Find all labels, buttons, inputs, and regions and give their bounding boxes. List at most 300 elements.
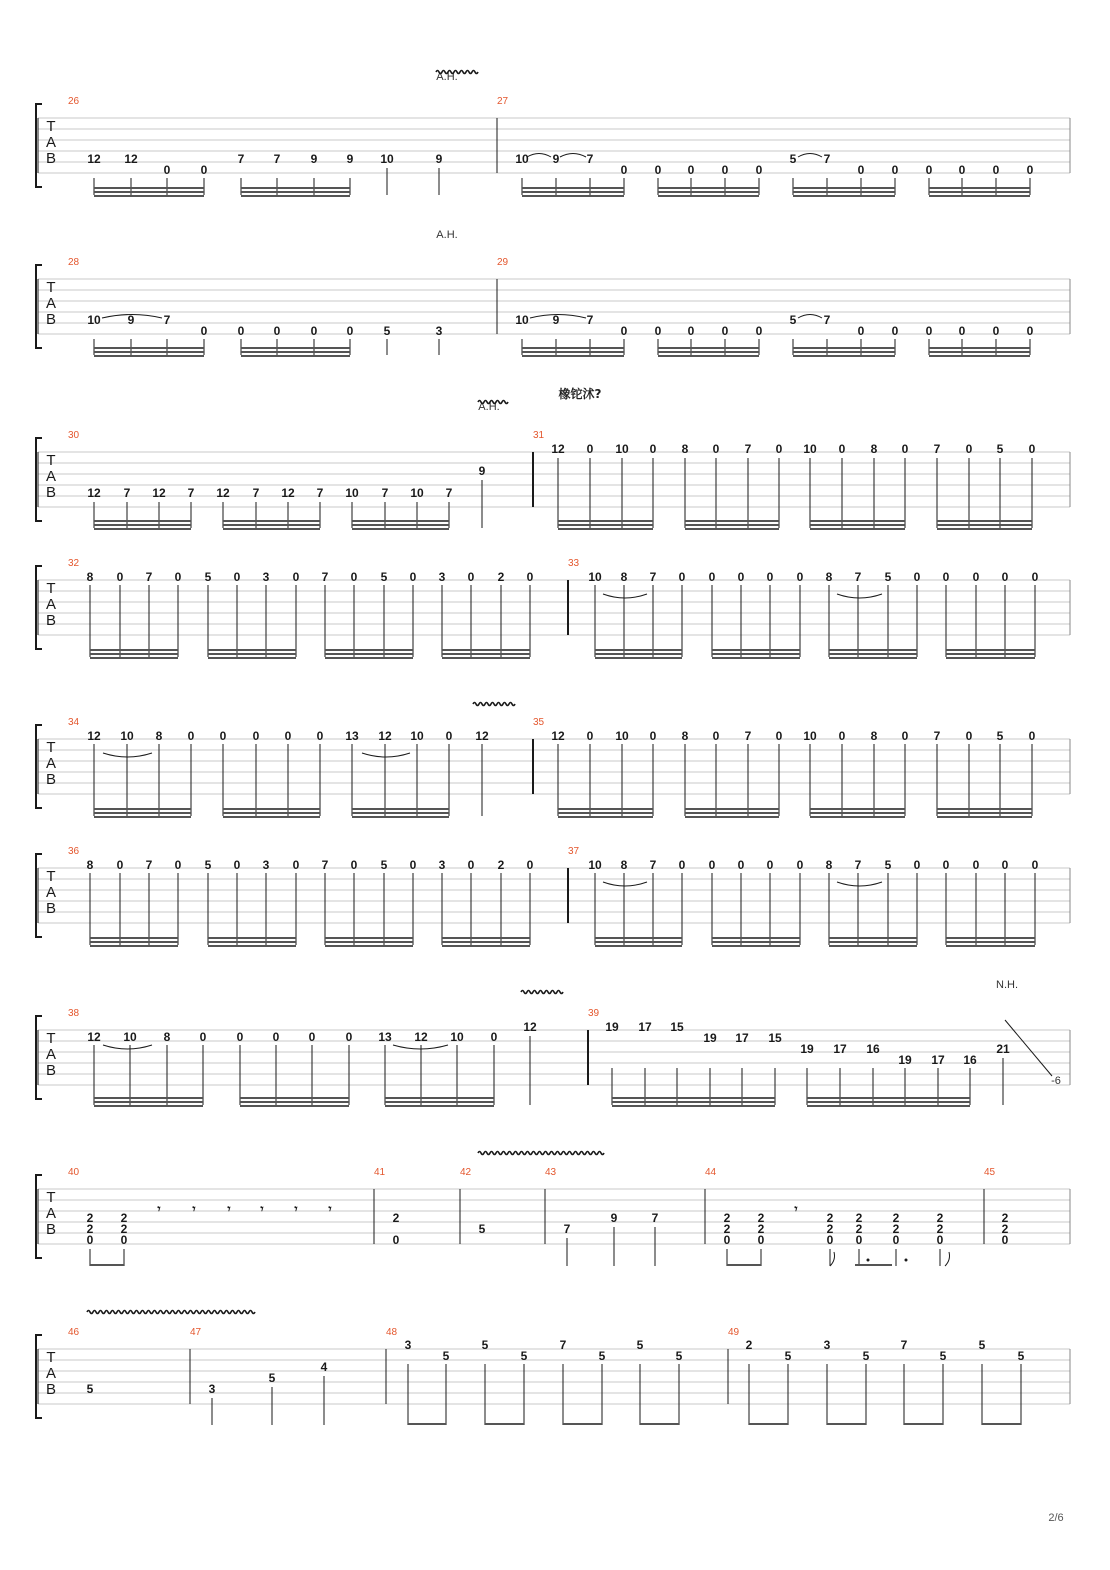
measure-number: 27 — [497, 96, 509, 107]
system-bracket — [36, 1175, 42, 1258]
beam — [522, 191, 624, 193]
slide-line — [1005, 1020, 1052, 1076]
fret-number: 0 — [678, 570, 686, 584]
fret-number: 0 — [116, 570, 124, 584]
tab-clef-letter: T — [46, 868, 56, 885]
measure-number: 41 — [374, 1167, 386, 1178]
beam — [937, 524, 1032, 526]
beam — [442, 941, 530, 943]
tab-clef-letter: T — [46, 279, 56, 296]
fret-number: 7 — [145, 570, 153, 584]
fret-number: 0 — [1028, 442, 1036, 456]
fret-number: 0 — [467, 858, 475, 872]
beam — [522, 355, 624, 357]
beam — [241, 191, 350, 193]
fret-number: 0 — [942, 570, 950, 584]
fret-number: 0 — [649, 729, 657, 743]
fret-number: 0 — [891, 324, 899, 338]
beam — [442, 649, 530, 651]
fret-number: 5 — [675, 1349, 683, 1363]
measure-number: 39 — [588, 1008, 600, 1019]
beam — [352, 816, 449, 818]
fret-number: 5 — [789, 313, 797, 327]
tab-system-5 — [36, 846, 1070, 947]
beam — [946, 653, 1035, 655]
fret-number: 0 — [187, 729, 195, 743]
fret-number: 7 — [321, 858, 329, 872]
fret-number: 2 — [86, 1222, 94, 1236]
beam — [94, 1105, 203, 1107]
beam — [595, 945, 682, 947]
fret-number: 10 — [588, 858, 602, 872]
beam — [442, 653, 530, 655]
beam — [712, 649, 800, 651]
fret-number: 7 — [316, 486, 324, 500]
beam — [352, 520, 449, 522]
fret-number: 7 — [823, 152, 831, 166]
fret-number: 0 — [913, 570, 921, 584]
tab-clef-letter: T — [46, 739, 56, 756]
fret-number: 0 — [174, 858, 182, 872]
tab-system-1 — [36, 257, 1070, 357]
beam — [982, 1423, 1021, 1425]
fret-number: 0 — [86, 1233, 94, 1247]
fret-number: 0 — [200, 163, 208, 177]
beam — [685, 808, 779, 810]
measure-number: 43 — [545, 1167, 557, 1178]
beam — [558, 808, 653, 810]
fret-number: 7 — [445, 486, 453, 500]
section-label: 橡铊沭? — [558, 387, 602, 401]
beam — [208, 945, 296, 947]
beam — [94, 524, 191, 526]
fret-number: 10 — [410, 729, 424, 743]
fret-number: 0 — [345, 1030, 353, 1044]
fret-number: 5 — [939, 1349, 947, 1363]
fret-number: 2 — [1001, 1222, 1009, 1236]
fret-number: 8 — [155, 729, 163, 743]
fret-number: 7 — [586, 152, 594, 166]
fret-number: 0 — [766, 570, 774, 584]
tab-clef-letter: B — [45, 900, 57, 917]
fret-number: 0 — [1028, 729, 1036, 743]
tab-clef-letter: B — [45, 311, 57, 328]
beam — [352, 528, 449, 530]
fret-number: 0 — [1001, 858, 1009, 872]
fret-number: 7 — [854, 858, 862, 872]
fret-number: 2 — [392, 1211, 400, 1225]
fret-number: 7 — [145, 858, 153, 872]
fret-number: 0 — [586, 729, 594, 743]
beam — [929, 355, 1030, 357]
fret-number: 0 — [838, 729, 846, 743]
fret-number: 13 — [378, 1030, 392, 1044]
tie-arc — [560, 154, 586, 158]
fret-number: 0 — [445, 729, 453, 743]
fret-number: 5 — [862, 1349, 870, 1363]
artificial-harmonic-label: A.H. — [436, 229, 458, 241]
beam — [810, 808, 905, 810]
dot — [905, 1259, 908, 1262]
beam — [595, 937, 682, 939]
fret-number: 2 — [826, 1211, 834, 1225]
fret-number: 7 — [744, 729, 752, 743]
fret-number: 0 — [467, 570, 475, 584]
beam — [240, 1105, 349, 1107]
fret-number: 5 — [520, 1349, 528, 1363]
fret-number: 10 — [450, 1030, 464, 1044]
fret-number: 12 — [87, 486, 101, 500]
beam — [946, 657, 1035, 659]
fret-number: 0 — [942, 858, 950, 872]
fret-number: 0 — [755, 324, 763, 338]
measure-number: 47 — [190, 1327, 202, 1338]
tab-clef-letter: A — [45, 468, 57, 485]
beam — [385, 1097, 494, 1099]
fret-number: 0 — [925, 163, 933, 177]
beam — [658, 191, 759, 193]
fret-number: 8 — [163, 1030, 171, 1044]
fret-number: 0 — [712, 442, 720, 456]
tab-clef-letter: A — [45, 1205, 57, 1222]
fret-number: 0 — [620, 324, 628, 338]
fret-number: 0 — [316, 729, 324, 743]
fret-number: 0 — [199, 1030, 207, 1044]
fret-number: 15 — [670, 1020, 684, 1034]
fret-number: 15 — [768, 1031, 782, 1045]
beam — [929, 347, 1030, 349]
measure-number: 26 — [68, 96, 80, 107]
beam — [94, 187, 204, 189]
dot — [867, 1259, 870, 1262]
tab-system-6 — [36, 1008, 1070, 1107]
fret-number: 0 — [687, 163, 695, 177]
fret-number: 0 — [796, 858, 804, 872]
beam — [937, 812, 1032, 814]
measure-number: 35 — [533, 717, 545, 728]
tab-clef-letter: A — [45, 295, 57, 312]
beam — [810, 524, 905, 526]
beam — [485, 1423, 524, 1425]
fret-number: 0 — [708, 570, 716, 584]
fret-number: 12 — [87, 1030, 101, 1044]
measure-number: 28 — [68, 257, 80, 268]
beam — [807, 1101, 970, 1103]
eighth-rest: 𝄾 — [157, 1202, 161, 1216]
eighth-rest: 𝄾 — [794, 1202, 798, 1216]
beam — [558, 520, 653, 522]
beam — [810, 528, 905, 530]
fret-number: 12 — [475, 729, 489, 743]
beam — [829, 941, 917, 943]
fret-number: 0 — [392, 1233, 400, 1247]
beam — [685, 816, 779, 818]
fret-number: 0 — [958, 324, 966, 338]
beam — [208, 653, 296, 655]
tie-arc — [837, 882, 882, 886]
fret-number: 12 — [87, 152, 101, 166]
fret-number: 0 — [972, 570, 980, 584]
measure-number: 36 — [68, 846, 80, 857]
beam — [640, 1423, 679, 1425]
fret-number: 0 — [826, 1233, 834, 1247]
fret-number: 0 — [310, 324, 318, 338]
fret-number: 0 — [723, 1233, 731, 1247]
fret-number: 3 — [262, 858, 270, 872]
fret-number: 5 — [383, 324, 391, 338]
fret-number: 5 — [204, 570, 212, 584]
fret-number: 5 — [1017, 1349, 1025, 1363]
beam — [946, 937, 1035, 939]
tab-clef-letter: B — [45, 1062, 57, 1079]
beam — [558, 812, 653, 814]
fret-number: 5 — [784, 1349, 792, 1363]
fret-number: 12 — [152, 486, 166, 500]
artificial-harmonic-label: A.H. — [478, 401, 500, 413]
fret-number: 0 — [526, 858, 534, 872]
measure-number: 42 — [460, 1167, 472, 1178]
beam — [712, 657, 800, 659]
fret-number: 0 — [775, 729, 783, 743]
fret-number: 3 — [208, 1382, 216, 1396]
fret-number: 0 — [796, 570, 804, 584]
tab-clef-letter: T — [46, 118, 56, 135]
beam — [325, 657, 413, 659]
beam — [937, 528, 1032, 530]
vibrato-mark — [473, 703, 515, 706]
fret-number: 0 — [292, 570, 300, 584]
fret-number: 0 — [737, 570, 745, 584]
beam — [352, 812, 449, 814]
beam — [408, 1423, 446, 1425]
fret-number: 12 — [87, 729, 101, 743]
fret-number: 9 — [552, 313, 560, 327]
fret-number: 0 — [174, 570, 182, 584]
tab-clef-letter: B — [45, 150, 57, 167]
beam — [90, 649, 178, 651]
fret-number: 9 — [346, 152, 354, 166]
tab-clef-letter: T — [46, 1189, 56, 1206]
fret-number: 0 — [273, 324, 281, 338]
vibrato-mark — [521, 991, 563, 994]
fret-number: 0 — [1001, 1233, 1009, 1247]
fret-number: 0 — [116, 858, 124, 872]
fret-number: 0 — [721, 324, 729, 338]
beam — [595, 657, 682, 659]
fret-number: 0 — [925, 324, 933, 338]
beam — [442, 945, 530, 947]
fret-number: 0 — [409, 570, 417, 584]
tab-system-2 — [36, 430, 1070, 530]
fret-number: 17 — [735, 1031, 749, 1045]
fret-number: 5 — [884, 858, 892, 872]
measure-number: 29 — [497, 257, 509, 268]
fret-number: 3 — [438, 858, 446, 872]
fret-number: 7 — [163, 313, 171, 327]
fret-number: 2 — [892, 1222, 900, 1236]
fret-number: 5 — [978, 1338, 986, 1352]
beam — [325, 941, 413, 943]
beam — [810, 812, 905, 814]
fret-number: 0 — [1001, 570, 1009, 584]
fret-number: 2 — [745, 1338, 753, 1352]
fret-number: 2 — [936, 1211, 944, 1225]
beam — [929, 351, 1030, 353]
tab-clef-letter: A — [45, 1365, 57, 1382]
fret-number: 5 — [204, 858, 212, 872]
fret-number: 0 — [272, 1030, 280, 1044]
tab-clef-letter: T — [46, 1030, 56, 1047]
fret-number: 5 — [636, 1338, 644, 1352]
measure-number: 34 — [68, 717, 80, 728]
beam — [94, 355, 204, 357]
system-bracket — [36, 1335, 42, 1418]
fret-number: 0 — [972, 858, 980, 872]
fret-number: 0 — [766, 858, 774, 872]
tie-arc — [103, 1045, 152, 1049]
beam — [240, 1101, 349, 1103]
fret-number: 2 — [826, 1222, 834, 1236]
fret-number: 0 — [857, 324, 865, 338]
fret-number: 7 — [900, 1338, 908, 1352]
beam — [712, 653, 800, 655]
fret-number: 0 — [757, 1233, 765, 1247]
measure-number: 44 — [705, 1167, 717, 1178]
fret-number: 0 — [992, 324, 1000, 338]
fret-number: 7 — [933, 729, 941, 743]
fret-number: 0 — [252, 729, 260, 743]
fret-number: 9 — [552, 152, 560, 166]
beam — [829, 937, 917, 939]
eighth-rest: 𝄾 — [328, 1202, 332, 1216]
beam — [94, 1097, 203, 1099]
fret-number: 8 — [825, 858, 833, 872]
tab-clef-letter: A — [45, 884, 57, 901]
beam — [223, 524, 320, 526]
beam — [94, 528, 191, 530]
beam — [793, 195, 895, 197]
eighth-rest: 𝄾 — [227, 1202, 231, 1216]
fret-number: 3 — [438, 570, 446, 584]
beam — [937, 520, 1032, 522]
fret-number: 16 — [963, 1053, 977, 1067]
beam — [325, 945, 413, 947]
page-number: 2/6 — [1048, 1512, 1064, 1524]
fret-number: 7 — [649, 570, 657, 584]
fret-number: 8 — [870, 729, 878, 743]
fret-number: 8 — [870, 442, 878, 456]
fret-number: 4 — [320, 1360, 328, 1374]
beam — [829, 657, 917, 659]
beam — [658, 195, 759, 197]
beam — [946, 945, 1035, 947]
beam — [558, 816, 653, 818]
fret-number: 0 — [1026, 324, 1034, 338]
fret-number: 2 — [936, 1222, 944, 1236]
fret-number: 8 — [620, 858, 628, 872]
fret-number: 0 — [654, 163, 662, 177]
system-bracket — [36, 1016, 42, 1099]
fret-number: 0 — [857, 163, 865, 177]
fret-number: 0 — [708, 858, 716, 872]
eighth-rest: 𝄾 — [192, 1202, 196, 1216]
fret-number: 7 — [823, 313, 831, 327]
fret-number: 5 — [442, 1349, 450, 1363]
beam — [946, 941, 1035, 943]
tab-system-0 — [36, 96, 1070, 197]
fret-number: 8 — [86, 570, 94, 584]
measure-number: 37 — [568, 846, 580, 857]
fret-number: 10 — [615, 729, 629, 743]
beam — [522, 187, 624, 189]
beam — [595, 649, 682, 651]
beam — [90, 945, 178, 947]
vibrato-mark — [87, 1311, 255, 1314]
fret-number: 0 — [892, 1233, 900, 1247]
beam — [929, 187, 1030, 189]
fret-number: 9 — [610, 1211, 618, 1225]
fret-number: 10 — [123, 1030, 137, 1044]
fret-number: 5 — [598, 1349, 606, 1363]
fret-number: 0 — [350, 570, 358, 584]
beam — [522, 347, 624, 349]
fret-number: 7 — [381, 486, 389, 500]
system-bracket — [36, 566, 42, 649]
fret-number: 7 — [187, 486, 195, 500]
vibrato-mark — [436, 71, 478, 74]
tab-clef-letter: B — [45, 1381, 57, 1398]
beam — [241, 187, 350, 189]
fret-number: 16 — [866, 1042, 880, 1056]
tie-arc — [527, 154, 551, 158]
fret-number: 0 — [687, 324, 695, 338]
fret-number: 7 — [854, 570, 862, 584]
eighth-rest: 𝄾 — [294, 1202, 298, 1216]
fret-number: 0 — [292, 858, 300, 872]
beam — [937, 816, 1032, 818]
vibrato-mark — [478, 1152, 604, 1155]
note-flag — [945, 1252, 950, 1266]
beam — [937, 808, 1032, 810]
measure-number: 31 — [533, 430, 545, 441]
tab-system-7 — [36, 1167, 1070, 1266]
fret-number: 0 — [350, 858, 358, 872]
beam — [807, 1105, 970, 1107]
natural-harmonic-label: N.H. — [996, 979, 1018, 991]
beam — [829, 945, 917, 947]
fret-number: 0 — [958, 163, 966, 177]
measure-number: 40 — [68, 1167, 80, 1178]
system-bracket — [36, 438, 42, 521]
fret-number: 10 — [803, 442, 817, 456]
fret-number: 5 — [884, 570, 892, 584]
fret-number: 2 — [86, 1211, 94, 1225]
fret-number: 12 — [414, 1030, 428, 1044]
beam — [855, 1264, 892, 1266]
measure-number: 30 — [68, 430, 80, 441]
fret-number: 5 — [996, 729, 1004, 743]
tab-clef-letter: A — [45, 596, 57, 613]
tie-arc — [362, 753, 410, 757]
beam — [685, 528, 779, 530]
artificial-harmonic-label: A.H. — [436, 71, 458, 83]
beam — [94, 347, 204, 349]
fret-number: 2 — [120, 1211, 128, 1225]
beam — [90, 657, 178, 659]
fret-number: 9 — [435, 152, 443, 166]
fret-number: 2 — [723, 1211, 731, 1225]
fret-number: 17 — [931, 1053, 945, 1067]
